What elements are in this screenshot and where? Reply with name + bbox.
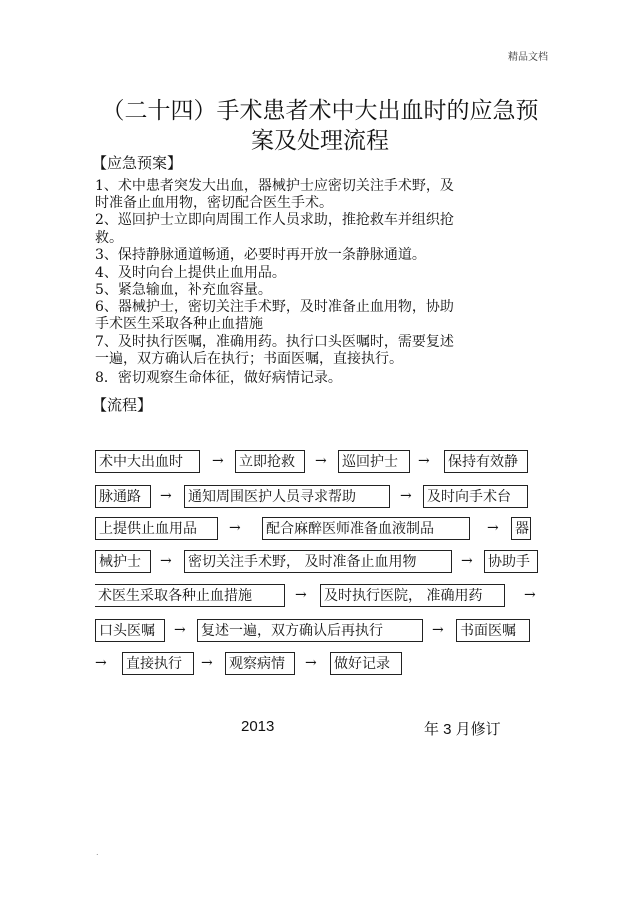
flow-box: 术医生采取各种止血措施	[95, 584, 285, 607]
flow-box: 器	[511, 517, 531, 540]
plan-line: 手术医生采取各种止血措施	[95, 316, 263, 332]
bottom-dot: .	[96, 848, 99, 857]
flow-arrow: →	[212, 453, 224, 469]
flow-box: 巡回护士	[338, 450, 410, 473]
flow-arrow: →	[315, 453, 327, 469]
flow-box: 协助手	[484, 550, 538, 573]
plan-line: 7、及时执行医嘱，准确用药。执行口头医嘱时，需要复述	[95, 334, 454, 350]
flow-arrow: →	[400, 488, 412, 504]
flow-box: 直接执行	[122, 652, 194, 675]
document-title-line-2: 案及处理流程	[251, 128, 389, 154]
plan-line: 1、术中患者突发大出血，器械护士应密切关注手术野，及	[95, 178, 454, 194]
flow-arrow: →	[229, 520, 241, 536]
plan-line: 3、保持静脉通道畅通，必要时再开放一条静脉通道。	[95, 247, 426, 263]
flow-box: 做好记录	[330, 652, 402, 675]
flow-arrow: →	[461, 553, 473, 569]
header-mark: 精品文档	[508, 52, 548, 63]
flow-box: 及时向手术台	[423, 485, 528, 508]
revision-year: 2013	[241, 718, 275, 735]
plan-line: 5、紧急输血，补充血容量。	[95, 282, 272, 298]
flow-arrow: →	[524, 587, 536, 603]
plan-line: 6、器械护士，密切关注手术野，及时准备止血用物，协助	[95, 299, 454, 315]
section-heading-plan: 【应急预案】	[92, 154, 183, 172]
section-heading-flow: 【流程】	[92, 396, 153, 414]
flow-box: 密切关注手术野， 及时准备止血用物	[184, 550, 452, 573]
revision-date-text: 年 3 月修订	[424, 721, 501, 738]
flow-arrow: →	[174, 622, 186, 638]
flow-arrow: →	[160, 488, 172, 504]
flow-box: 保持有效静	[444, 450, 528, 473]
flow-box: 复述一遍，双方确认后再执行	[197, 619, 423, 642]
flow-box: 配合麻醉医师准备血液制品	[262, 517, 470, 540]
plan-line: 一遍，双方确认后在执行；书面医嘱，直接执行。	[95, 351, 403, 367]
flow-box: 通知周围医护人员寻求帮助	[184, 485, 390, 508]
flow-box: 及时执行医院， 准确用药	[320, 584, 505, 607]
flow-box: 上提供止血用品	[95, 517, 218, 540]
flow-box: 械护士	[95, 550, 151, 573]
plan-line: 4、及时向台上提供止血用品。	[95, 265, 286, 281]
flow-arrow: →	[418, 453, 430, 469]
flow-arrow: →	[305, 655, 317, 671]
flow-box: 书面医嘱	[456, 619, 530, 642]
flow-arrow: →	[487, 520, 499, 536]
flow-box: 观察病情	[225, 652, 295, 675]
document-title-line-1: （二十四）手术患者术中大出血时的应急预	[101, 98, 539, 124]
plan-line: 8．密切观察生命体征，做好病情记录。	[95, 370, 342, 386]
flow-box: 脉通路	[95, 485, 151, 508]
plan-line: 时准备止血用物，密切配合医生手术。	[95, 195, 333, 211]
flow-arrow: →	[95, 655, 107, 671]
plan-line: 救。	[95, 230, 123, 246]
flow-arrow: →	[432, 622, 444, 638]
flow-box: 术中大出血时	[95, 450, 200, 473]
flow-arrow: →	[295, 587, 307, 603]
flow-box: 口头医嘱	[95, 619, 165, 642]
flow-box: 立即抢救	[235, 450, 305, 473]
flow-arrow: →	[201, 655, 213, 671]
plan-line: 2、巡回护士立即向周围工作人员求助，推抢救车并组织抢	[95, 212, 454, 228]
flow-arrow: →	[160, 553, 172, 569]
